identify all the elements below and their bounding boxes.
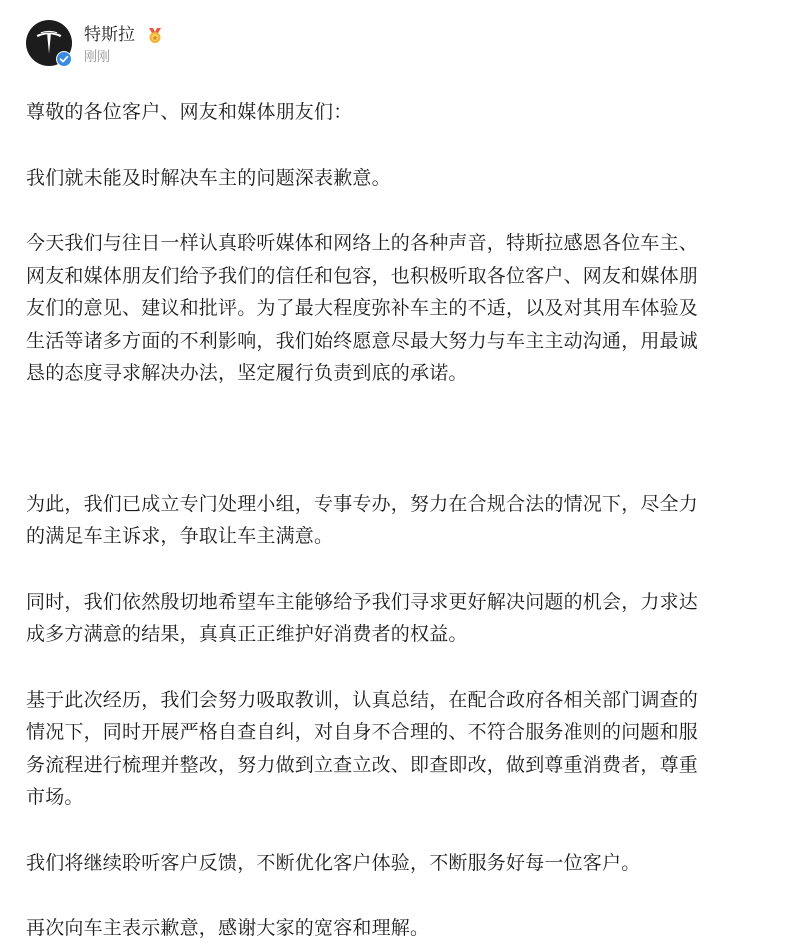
- paragraph-line: 市场。: [26, 786, 84, 808]
- paragraph-task-force: [26, 488, 778, 553]
- paragraph-line: 务流程进行梳理并整改，努力做到立查立改、即查即改，做到尊重消费者，尊重: [26, 753, 699, 776]
- paragraph-line: 同时，我们依然殷切地希望车主能够给予我们寻求更好解决问题的机会，力求达: [26, 590, 699, 613]
- paragraph-line: 成多方满意的结果，真真正正维护好消费者的权益。: [26, 623, 468, 645]
- paragraph-feedback: 我们将继续聆听客户反馈，不断优化客户体验，不断服务好每一位客户。: [26, 851, 641, 874]
- avatar[interactable]: [26, 20, 72, 66]
- paragraph-line: 生活等诸多方面的不利影响，我们始终愿意尽最大努力与车主主动沟通，用最诚: [26, 329, 699, 352]
- paragraph-apology: 我们就未能及时解决车主的问题深表歉意。: [26, 166, 391, 189]
- post-header: [26, 20, 766, 72]
- verified-badge-icon: [56, 51, 72, 67]
- paragraph-line: 情况下，同时开展严格自查自纠，对自身不合理的、不符合服务准则的问题和服: [26, 721, 699, 743]
- paragraph-closing: 再次向车主表示歉意，感谢大家的宽容和理解。: [26, 917, 430, 939]
- paragraph-line: 网友和媒体朋友们给予我们的信任和包容，也积极听取各位客户、网友和媒体朋: [26, 264, 699, 287]
- paragraph-line: 友们的意见、建议和批评。为了最大程度弥补车主的不适，以及对其用车体验及: [26, 297, 699, 319]
- paragraph-rectification: [26, 684, 778, 814]
- post-content: [26, 96, 778, 945]
- greeting: 尊敬的各位客户、网友和媒体朋友们：: [26, 101, 353, 123]
- paragraph-line: 今天我们与往日一样认真聆听媒体和网络上的各种声音，特斯拉感恩各位车主、: [26, 232, 699, 254]
- medal-icon[interactable]: [146, 26, 164, 44]
- paragraph-line: 为此，我们已成立专门处理小组，专事专办，努力在合规合法的情况下，尽全力: [26, 492, 699, 515]
- post-time: 刚刚: [84, 50, 111, 65]
- paragraph-line: 的满足车主诉求，争取让车主满意。: [26, 525, 334, 547]
- account-name[interactable]: 特斯拉: [84, 25, 135, 45]
- paragraph-listening: [26, 227, 778, 390]
- paragraph-line: 基于此次经历，我们会努力吸取教训，认真总结，在配合政府各相关部门调查的: [26, 688, 699, 711]
- paragraph-line: 恳的态度寻求解决办法，坚定履行负责到底的承诺。: [26, 362, 468, 384]
- paragraph-hope: [26, 586, 778, 651]
